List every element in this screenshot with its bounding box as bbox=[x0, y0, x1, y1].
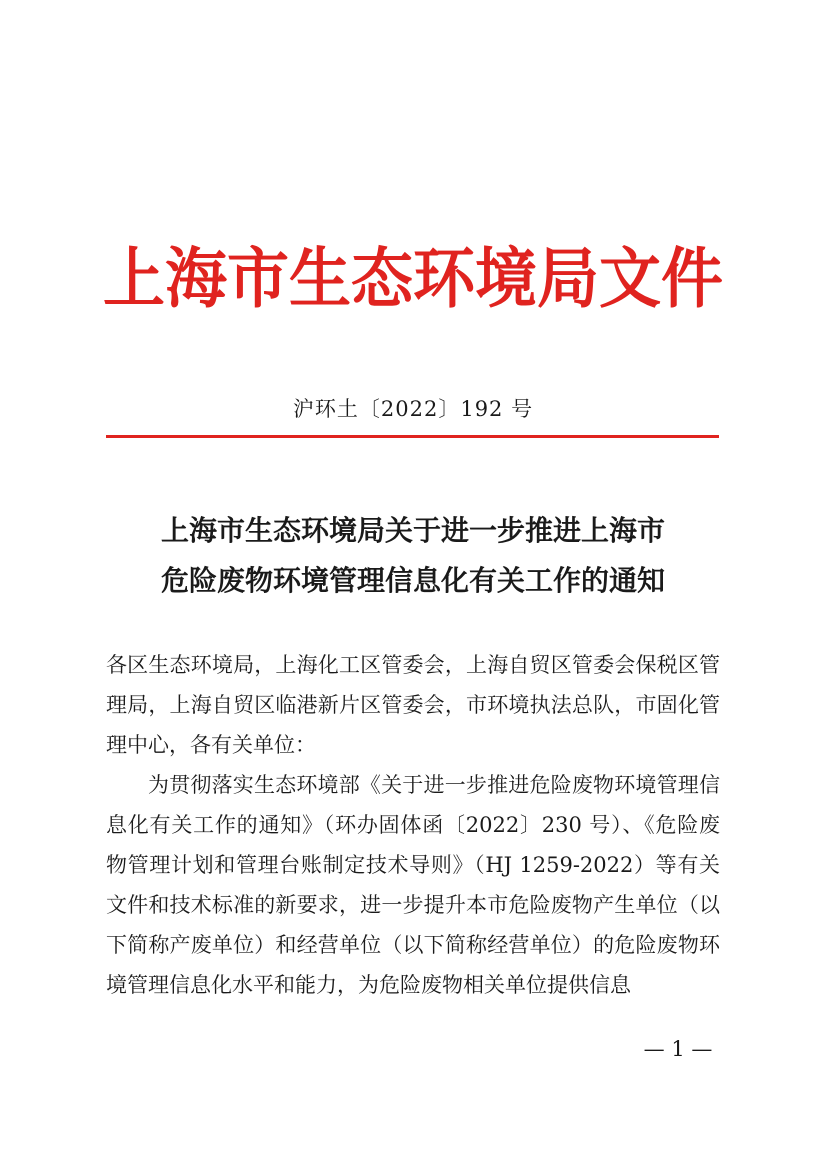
body-paragraph-1: 为贯彻落实生态环境部《关于进一步推进危险废物环境管理信息化有关工作的通知》（环办固体函〔2022〕230 号）、《危险废物管理计划和管理台账制定技术导则》（HJ 1259-2022）等有关文件和技术标准的新要求，进一步提升本市危险废物产生单位（以下简称产废单位）和经营单位（以下简称经营单位）的危险废物环境管理信息化水平和能力，为危险废物相关单位提供信息 bbox=[106, 773, 720, 997]
recipients-paragraph: 各区生态环境局，上海化工区管委会，上海自贸区管委会保税区管理局，上海自贸区临港新片区管委会，市环境执法总队，市固化管理中心，各有关单位： bbox=[106, 653, 720, 757]
title-line-1: 上海市生态环境局关于进一步推进上海市 bbox=[160, 514, 665, 547]
title-line-2: 危险废物环境管理信息化有关工作的通知 bbox=[160, 564, 665, 597]
document-number: 沪环土〔2022〕192 号 bbox=[292, 397, 534, 421]
page-number: — 1 — bbox=[643, 1037, 713, 1061]
document-body bbox=[106, 645, 720, 1005]
issuing-authority-header: 上海市生态环境局文件 bbox=[102, 240, 723, 317]
red-divider-line bbox=[106, 435, 719, 438]
document-title bbox=[80, 506, 746, 606]
